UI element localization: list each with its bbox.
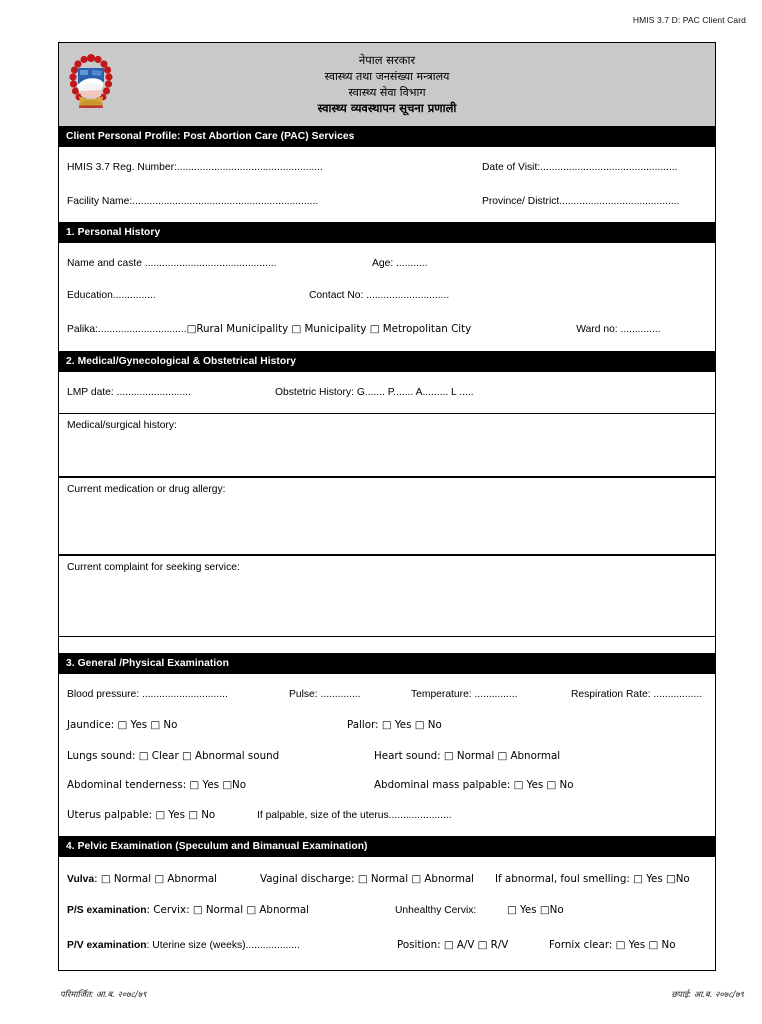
ps-examination-label: P/S examination: [67, 905, 147, 916]
lmp-date-field[interactable]: LMP date: ..........................: [67, 387, 191, 398]
ps-examination-options: : Cervix: □ Normal □ Abnormal: [146, 904, 310, 916]
section3-row-vitals: [59, 674, 715, 702]
current-complaint-box[interactable]: [59, 555, 715, 637]
ps-examination-group[interactable]: [67, 903, 395, 918]
masthead-line-4: स्वास्थ्य व्यवस्थापन सूचना प्रणाली: [317, 100, 457, 115]
ward-no-field[interactable]: Ward no: ..............: [576, 324, 661, 335]
abdominal-mass-checkbox-group[interactable]: Abdominal mass palpable: □ Yes □ No: [374, 779, 574, 791]
age-field[interactable]: Age: ...........: [372, 258, 428, 269]
footer-print-date: छपाई: आ.ब. २०७८/७९: [671, 989, 744, 999]
abdominal-tenderness-checkbox-group[interactable]: Abdominal tenderness: □ Yes □No: [67, 779, 247, 791]
section-4-header: 4. Pelvic Examination (Speculum and Bimanual Examination): [59, 836, 715, 857]
section-3-header: 3. General /Physical Examination: [59, 653, 715, 674]
palika-field[interactable]: Palika:...............................: [67, 324, 187, 335]
reg-number-field[interactable]: HMIS 3.7 Reg. Number:...................................................: [67, 162, 323, 173]
pv-uterine-size-field: : Uterine size (weeks)...................: [146, 940, 300, 951]
province-district-field[interactable]: Province/ District..........................................: [482, 196, 680, 207]
section-2-bottom-spacer: [59, 637, 715, 653]
pv-examination-label: P/V examination: [67, 940, 147, 951]
temperature-field[interactable]: Temperature: ...............: [411, 689, 518, 700]
form-title-bar: Client Personal Profile: Post Abortion Care (PAC) Services: [59, 126, 715, 147]
section-4-body: [59, 857, 715, 970]
section-2-top-row: [59, 372, 715, 413]
vulva-options: : □ Normal □ Abnormal: [94, 873, 218, 885]
blood-pressure-field[interactable]: Blood pressure: ..............................: [67, 689, 228, 700]
section3-row-uterus: [59, 792, 715, 836]
section-1-body: [59, 243, 715, 351]
current-medication-allergy-label: Current medication or drug allergy:: [67, 484, 226, 495]
section1-row-education-contact: [59, 271, 715, 303]
unhealthy-cervix-checkbox-group[interactable]: □ Yes □No: [507, 904, 564, 916]
heart-sound-checkbox-group[interactable]: Heart sound: □ Normal □ Abnormal: [374, 750, 561, 762]
section4-row-vulva: [59, 857, 715, 887]
vulva-label: Vulva: [67, 874, 95, 885]
pv-examination-group[interactable]: [67, 939, 397, 953]
footer-revised-date: परिमार्जित: आ.ब. २०७८/७९: [60, 989, 147, 999]
masthead: [59, 43, 715, 126]
fornix-clear-checkbox-group[interactable]: Fornix clear: □ Yes □ No: [549, 939, 676, 951]
uterus-palpable-checkbox-group[interactable]: Uterus palpable: □ Yes □ No: [67, 809, 216, 821]
section4-row-pv: [59, 918, 715, 970]
contact-no-field[interactable]: Contact No: .............................: [309, 290, 450, 301]
section3-row-jaundice-pallor: [59, 702, 715, 732]
uterus-size-field[interactable]: If palpable, size of the uterus......................: [257, 810, 452, 821]
pallor-checkbox-group[interactable]: Pallor: □ Yes □ No: [347, 719, 442, 731]
palika-type-checkbox-group[interactable]: □Rural Municipality □ Municipality □ Metropolitan City: [186, 323, 472, 335]
current-complaint-label: Current complaint for seeking service:: [67, 562, 240, 573]
vulva-checkbox-group[interactable]: [67, 872, 260, 887]
registration-row-2: [59, 175, 715, 222]
jaundice-checkbox-group[interactable]: Jaundice: □ Yes □ No: [67, 719, 178, 731]
medical-surgical-history-box[interactable]: [59, 413, 715, 477]
section-2-header: 2. Medical/Gynecological & Obstetrical History: [59, 351, 715, 372]
obstetric-history-field[interactable]: Obstetric History: G....... P....... A......... L .....: [275, 387, 474, 398]
document-code-header: HMIS 3.7 D: PAC Client Card: [632, 15, 746, 25]
form-container: [58, 42, 716, 971]
section-3-body: [59, 674, 715, 836]
section1-row-palika-ward: [59, 303, 715, 351]
masthead-line-3: स्वास्थ्य सेवा विभाग: [348, 85, 426, 99]
education-field[interactable]: Education...............: [67, 290, 156, 301]
section-1-header: 1. Personal History: [59, 222, 715, 243]
page-footer: [60, 989, 744, 1000]
masthead-line-1: नेपाल सरकार: [358, 52, 416, 67]
section1-row-name-age: [59, 243, 715, 271]
section4-row-ps: [59, 887, 715, 918]
vaginal-discharge-checkbox-group[interactable]: Vaginal discharge: □ Normal □ Abnormal: [260, 873, 475, 885]
medical-surgical-history-label: Medical/surgical history:: [67, 420, 177, 431]
foul-smelling-checkbox-group[interactable]: If abnormal, foul smelling: □ Yes □No: [495, 873, 690, 885]
facility-name-field[interactable]: Facility Name:.................................................................: [67, 196, 319, 207]
lungs-sound-checkbox-group[interactable]: Lungs sound: □ Clear □ Abnormal sound: [67, 750, 280, 762]
registration-band: [59, 147, 715, 222]
section3-row-lungs-heart: [59, 732, 715, 763]
section2-row-lmp-obstetric: [59, 372, 715, 413]
respiration-rate-field[interactable]: Respiration Rate: .................: [571, 689, 703, 700]
pulse-field[interactable]: Pulse: ..............: [289, 689, 361, 700]
nepal-government-emblem-icon: [65, 47, 117, 121]
position-checkbox-group[interactable]: Position: □ A/V □ R/V: [397, 939, 509, 951]
unhealthy-cervix-label: Unhealthy Cervix:: [395, 905, 477, 916]
date-of-visit-field[interactable]: Date of Visit:................................................: [482, 162, 678, 173]
name-and-caste-field[interactable]: Name and caste ..............................................: [67, 258, 277, 269]
current-medication-allergy-box[interactable]: [59, 477, 715, 555]
masthead-titles: [117, 47, 709, 121]
section3-row-abdominal: [59, 763, 715, 792]
masthead-line-2: स्वास्थ्य तथा जनसंख्या मन्त्रालय: [324, 69, 450, 83]
registration-row-1: [59, 147, 715, 175]
